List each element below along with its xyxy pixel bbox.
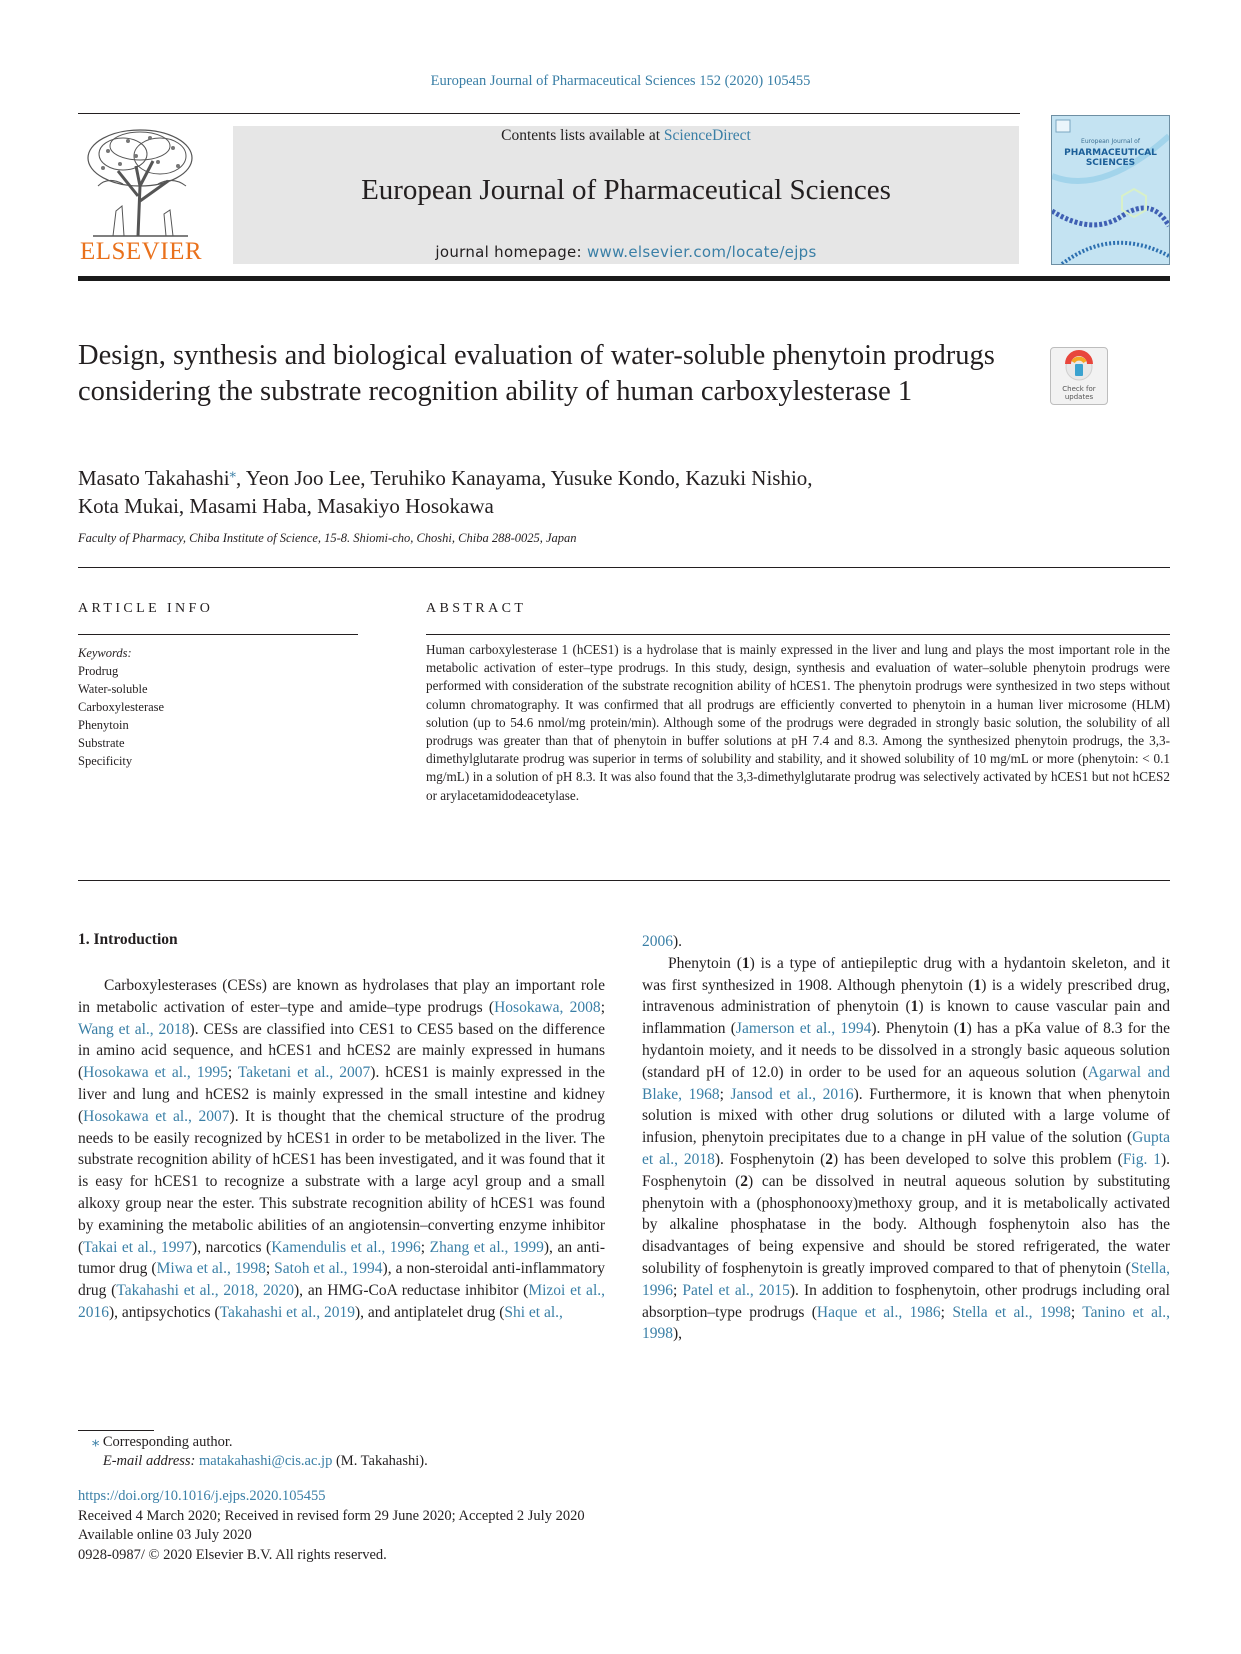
reference-link[interactable]: Hosokawa et al., 1995 [83,1064,228,1082]
intro-paragraph: Carboxylesterases (CESs) are known as hydrolases that play an important role in metabolic activation of ester–type and amide–type prodrugs (Hosokawa, 2008; Wang et al., 2018). CESs are classified into CES1 to CES5 based on the difference in amino acid sequence, and hCES1 and hCES2 are mainly expressed in humans (Hosokawa et al., 1995; Taketani et al., 2007). hCES1 is mainly expressed in the liver and lung and hCES2 is mainly expressed in the small intestine and kidney (Hosokawa et al., 2007). It is thought that the chemical structure of the prodrug needs to be easily recognized by hCES1 in order to be metabolized in the liver. The substrate recognition ability of hCES1 has been investigated, and it was found that it is easy for hCES1 to recognize a substrate with a large acyl group and a small alkoxy group near the ester. This substrate recognition ability of hCES1 was found by examining the metabolic abilities of an angiotensin–converting enzyme inhibitor (Takai et al., 1997), narcotics (Kamendulis et al., 1996; Zhang et al., 1999), an anti-tumor drug (Miwa et al., 1998; Satoh et al., 1994), a non-steroidal anti-inflammatory drug (Takahashi et al., 2018, 2020), an HMG-CoA reductase inhibitor (Mizoi et al., 2016), antipsychotics (Takahashi et al., 2019), and antiplatelet drug (Shi et al., [78,977,605,1321]
elsevier-wordmark: ELSEVIER [79,238,203,265]
reference-link[interactable]: Jamerson et al., 1994 [735,1020,872,1038]
reference-link[interactable]: Miwa et al., 1998 [156,1260,266,1278]
reference-link[interactable]: Mizoi et al., 2016 [78,1282,605,1321]
keywords-label: Keywords: [78,646,132,660]
reference-link[interactable]: Stella et al., 1998 [952,1303,1071,1321]
cover-title [1052,148,1169,168]
journal-cover-thumbnail[interactable] [1051,115,1170,265]
reference-link[interactable]: Stella, 1996 [642,1259,1170,1299]
keyword-item: Phenytoin [78,718,129,732]
doi-link[interactable]: https://doi.org/10.1016/j.ejps.2020.105455 [78,1488,326,1504]
sciencedirect-link[interactable]: ScienceDirect [663,127,751,144]
email-suffix: (M. Takahashi). [332,1453,428,1469]
body-column-right [642,931,1170,1345]
authors-line-1: , Yeon Joo Lee, Teruhiko Kanayama, Yusuke Kondo, Kazuki Nishio, [236,466,813,490]
compound-number: 1 [958,1020,967,1038]
introduction-heading: 1. Introduction [78,931,178,948]
check-updates-label-line-1: Check for [1062,385,1096,393]
figure-link[interactable]: Fig. 1 [1122,1150,1161,1168]
reference-link[interactable]: Takai et al., 1997 [83,1238,193,1256]
reference-link[interactable]: Takahashi et al., 2019 [219,1303,356,1321]
compound-number: 1 [910,998,919,1016]
reference-link[interactable]: Haque et al., 1986 [816,1303,941,1321]
received-dates: Received 4 March 2020; Received in revised form 29 June 2020; Accepted 2 July 2020 [78,1507,585,1524]
elsevier-tree-icon [78,126,204,238]
reference-link[interactable]: Taketani et al., 2007 [237,1064,371,1082]
footnote-mark: ⁎ [92,1434,100,1450]
keyword-item: Specificity [78,754,133,768]
reference-link[interactable]: Shi et al., [504,1303,563,1321]
author-list [78,464,1078,520]
check-updates-label [1051,385,1107,401]
article-title: Design, synthesis and biological evaluation of water-soluble phenytoin prodrugs considering the substrate recognition ability of human carboxylesterase 1 [78,340,995,407]
article-info-rule [78,634,358,635]
header-thick-rule [78,276,1170,281]
section-rule [78,567,1170,568]
compound-number: 1 [973,976,982,994]
reference-link[interactable]: Takahashi et al., 2018, 2020 [116,1282,295,1300]
author-corresponding[interactable]: Masato Takahashi [78,466,230,490]
reference-link[interactable]: 2006 [642,933,673,950]
contents-line [233,127,1019,145]
keyword-item: Carboxylesterase [78,700,165,714]
cover-small-text: European Journal of [1081,138,1140,145]
article-info-heading: ARTICLE INFO [78,601,214,616]
abstract-rule [426,634,1170,635]
email-label: E-mail address: [102,1453,199,1469]
elsevier-logo[interactable] [78,126,208,266]
footnote-corresponding: Corresponding author. [99,1434,233,1450]
keywords-block [78,644,164,770]
journal-homepage-link[interactable]: www.elsevier.com/locate/ejps [586,243,817,261]
section-rule [78,880,1170,881]
corresponding-author-footnote [92,1433,428,1471]
reference-link[interactable]: Satoh et al., 1994 [274,1260,383,1278]
reference-link[interactable]: Tanino et al., 1998 [642,1303,1171,1343]
header-rule [78,113,1020,114]
reference-link[interactable]: Kamendulis et al., 1996 [271,1238,421,1256]
reference-link[interactable]: Gupta et al., 2018 [642,1129,1170,1168]
copyright: 0928-0987/ © 2020 Elsevier B.V. All rights reserved. [78,1546,387,1563]
reference-link[interactable]: Patel et al., 2015 [682,1281,790,1299]
journal-masthead [233,126,1019,264]
compound-number: 2 [740,1172,749,1190]
check-updates-icon [1051,348,1107,388]
intro-paragraph-continued: 2006). [642,933,683,950]
author-email-link[interactable]: matakahashi@cis.ac.jp [199,1453,333,1469]
journal-name: European Journal of Pharmaceutical Sciences [361,174,891,206]
article-history [78,1487,585,1565]
compound-number: 1 [741,954,750,972]
corresponding-author-mark[interactable]: ⁎ [229,465,237,480]
compound-number: 2 [825,1150,833,1168]
check-updates-label-line-2: updates [1064,393,1094,401]
cover-title-line-2: SCIENCES [1085,158,1136,168]
reference-link[interactable]: Wang et al., 2018 [78,1020,190,1038]
keyword-item: Substrate [78,736,125,750]
affiliation: Faculty of Pharmacy, Chiba Institute of Science, 15-8. Shiomi-cho, Choshi, Chiba 288-0025, Japan [78,531,577,545]
reference-link[interactable]: Hosokawa et al., 2007 [83,1107,230,1125]
contents-prefix: Contents lists available at [501,127,664,144]
abstract-text: Human carboxylesterase 1 (hCES1) is a hydrolase that is mainly expressed in the liver and lung and plays the most important role in the metabolic activation of ester–type prodrugs. In this study, design, synthesis and evaluation of water–soluble phenytoin prodrugs were performed with consideration of the substrate recognition ability of hCES1. The phenytoin prodrugs were synthesized in two steps without column chromatography. It was confirmed that all prodrugs are efficiently converted to phenytoin in a human liver microsome (HLM) solution (up to 54.6 nmol/mg protein/min). Although some of the prodrugs were degraded in strongly basic solution, the solubility of all prodrugs was greater than that of phenytoin in buffer solutions at pH 7.4 and 8.3. Among the synthesized phenytoin prodrugs, the 3,3-dimethylglutarate prodrug was superior in terms of solubility and stability, and it showed solubility of 10 mg/mL or more (phenytoin: < 0.1 mg/mL) in a solution of pH 8.3. It was also found that the 3,3-dimethylglutarate prodrug was selectively activated by hCES1 but not hCES2 or arylacetamidodeacetylase. [426,642,1170,803]
homepage-line [233,243,1019,261]
available-online: Available online 03 July 2020 [78,1527,252,1543]
footnote-rule [78,1430,154,1431]
homepage-prefix: journal homepage: [435,243,587,261]
authors-line-2: Kota Mukai, Masami Haba, Masakiyo Hosokawa [78,494,494,518]
reference-link[interactable]: Jansod et al., 2016 [730,1085,854,1103]
abstract-heading: ABSTRACT [426,601,527,616]
reference-link[interactable]: Hosokawa, 2008 [494,998,601,1016]
reference-link[interactable]: Zhang et al., 1999 [429,1238,544,1256]
cover-title-line-1: PHARMACEUTICAL [1064,148,1157,158]
keyword-item: Water-soluble [78,682,148,696]
check-for-updates-button[interactable] [1050,347,1108,405]
keyword-item: Prodrug [78,664,119,678]
body-column-left [78,975,605,1324]
intro-paragraph: Phenytoin (1) is a type of antiepileptic drug with a hydantoin skeleton, and it was first synthesized in 1908. Although phenytoin (1) is a widely prescribed drug, intravenous administration of phenytoin (1) is known to cause vascular pain and inflammation (Jamerson et al., 1994). Phenytoin (1) has a pKa value of 8.3 for the hydantoin moiety, and it needs to be dissolved in a strongly basic aqueous solution (standard pH of 12.0) in order to be used for an aqueous solution (Agarwal and Blake, 1968; Jansod et al., 2016). Furthermore, it is known that when phenytoin solution is mixed with other drug solutions or diluted with a large volume of infusion, phenytoin precipitates due to a change in pH value of the solution (Gupta et al., 2018). Fosphenytoin (2) has been developed to solve this problem (Fig. 1). Fosphenytoin (2) can be dissolved in neutral aqueous solution by substituting phenytoin with a (phosphonooxy)methoxy group, and it is metabolically activated by alkaline phosphatase in the body. Although fosphenytoin also has the disadvantages of being expensive and should be stored refrigerated, the water solubility of fosphenytoin is greatly improved compared to that of phenytoin (Stella, 1996; Patel et al., 2015). In addition to fosphenytoin, other prodrugs including oral absorption–type prodrugs (Haque et al., 1986; Stella et al., 1998; Tanino et al., 1998), [642,954,1171,1343]
journal-citation-link[interactable]: European Journal of Pharmaceutical Sciences 152 (2020) 105455 [430,73,811,89]
reference-link[interactable]: Agarwal and Blake, 1968 [642,1063,1171,1103]
